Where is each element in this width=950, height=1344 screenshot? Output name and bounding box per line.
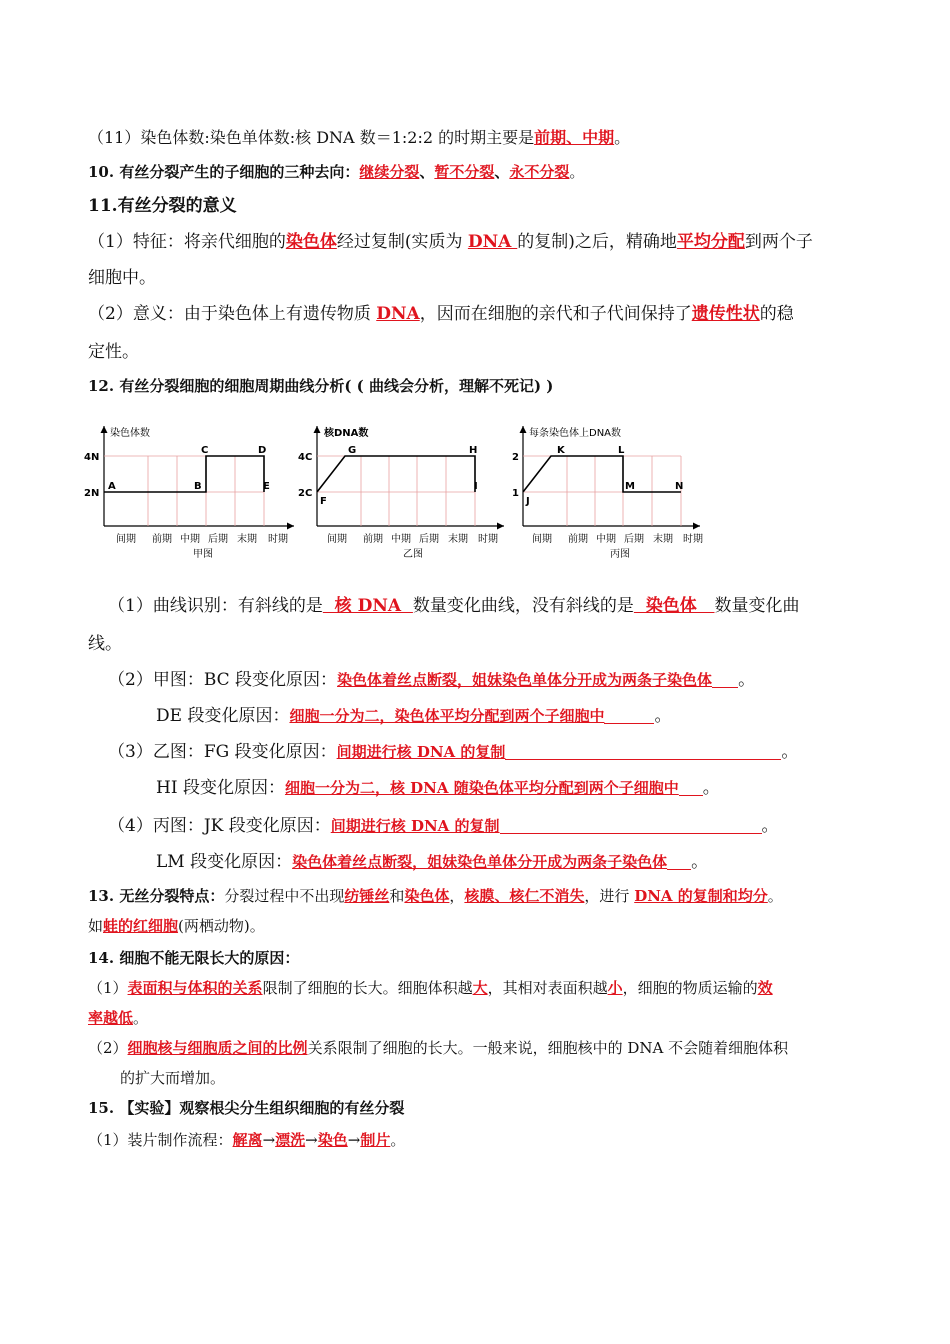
arrow: → bbox=[305, 1131, 318, 1149]
text: ，因而在细胞的亲代和子代间保持了 bbox=[419, 304, 692, 324]
text: LM 段变化原因： bbox=[156, 852, 293, 872]
text: 的复制)之后，精确地 bbox=[517, 232, 677, 252]
s14-line-2 bbox=[88, 1036, 788, 1060]
answer: 染色 bbox=[317, 1131, 348, 1149]
x-tick: 间期 bbox=[327, 534, 347, 545]
blank-line bbox=[500, 815, 762, 834]
answer: DNA bbox=[376, 304, 420, 324]
point-g: G bbox=[348, 445, 357, 456]
q2b-line bbox=[156, 704, 671, 728]
x-tick: 末期 bbox=[653, 534, 673, 545]
answer: 表面积与体积的关系 bbox=[127, 979, 263, 997]
y-axis-label: 染色体数 bbox=[110, 428, 150, 439]
x-tick: 前期 bbox=[568, 534, 588, 545]
answer: 继续分裂 bbox=[359, 163, 420, 181]
answer: 染色体着丝点断裂，姐妹染色单体分开成为两条子染色体 bbox=[292, 853, 668, 871]
punct: 。 bbox=[702, 778, 720, 798]
section-14-heading: 14. 细胞不能无限长大的原因： bbox=[88, 949, 300, 967]
s14-line-1-cont bbox=[88, 1006, 148, 1030]
q4-line bbox=[108, 814, 779, 838]
text: (两栖动物)。 bbox=[178, 917, 265, 935]
answer: 染色体 bbox=[633, 596, 715, 616]
point-f: F bbox=[320, 496, 327, 507]
text: （3）乙图：FG 段变化原因： bbox=[108, 742, 337, 762]
section-13-example bbox=[88, 914, 265, 938]
point-m: M bbox=[625, 481, 635, 492]
blank-line bbox=[667, 851, 691, 870]
q2-line bbox=[108, 668, 755, 692]
x-tick: 间期 bbox=[116, 534, 136, 545]
text: ， bbox=[449, 887, 465, 905]
point-k: K bbox=[557, 445, 565, 456]
text: 数量变化曲 bbox=[714, 596, 800, 616]
section-13 bbox=[88, 884, 783, 908]
answer: 染色体着丝点断裂，姐妹染色单体分开成为两条子染色体 bbox=[337, 671, 713, 689]
answer: 间期进行核 DNA 的复制 bbox=[336, 743, 506, 761]
answer: 大 bbox=[472, 979, 488, 997]
answer: 解离 bbox=[232, 1131, 263, 1149]
x-tick: 后期 bbox=[208, 534, 228, 545]
point-j: J bbox=[526, 496, 530, 507]
answer: 细胞核与细胞质之间的比例 bbox=[127, 1039, 308, 1057]
y-axis-label: 核DNA数 bbox=[324, 428, 369, 439]
text: 关系限制了细胞的长大。一般来说，细胞核中的 DNA 不会随着细胞体积 bbox=[307, 1039, 789, 1057]
chart-bing bbox=[512, 426, 703, 560]
x-tick: 前期 bbox=[152, 534, 172, 545]
blank-line bbox=[679, 777, 703, 796]
punct: 。 bbox=[691, 852, 709, 872]
s14-line-2-cont: 的扩大而增加。 bbox=[120, 1069, 226, 1087]
answer: 蛙的红细胞 bbox=[103, 917, 179, 935]
q4b-line bbox=[156, 850, 708, 874]
section-15-heading: 15. 【实验】观察根尖分生组织细胞的有丝分裂 bbox=[88, 1099, 405, 1117]
text: （4）丙图：JK 段变化原因： bbox=[108, 816, 331, 836]
answer: 小 bbox=[607, 979, 623, 997]
point-d: D bbox=[258, 445, 267, 456]
arrow: → bbox=[262, 1131, 276, 1149]
punct: 。 bbox=[781, 742, 799, 762]
x-axis-label: 时期 bbox=[268, 534, 288, 545]
section-heading: 13. 无丝分裂特点： bbox=[88, 887, 225, 905]
x-axis-label: 时期 bbox=[683, 534, 703, 545]
section-11-heading: 11.有丝分裂的意义 bbox=[88, 196, 237, 216]
x-tick: 后期 bbox=[624, 534, 644, 545]
text: （2）甲图：BC 段变化原因： bbox=[108, 670, 338, 690]
answer: 平均分配 bbox=[676, 232, 745, 252]
section-heading: 10. 有丝分裂产生的子细胞的三种去向： bbox=[88, 163, 360, 181]
answer: 效 bbox=[757, 979, 773, 997]
s14-line-1 bbox=[88, 976, 773, 1000]
answer: DNA 的复制和均分 bbox=[634, 887, 768, 905]
text: ，其相对表面积越 bbox=[487, 979, 608, 997]
punct: 、 bbox=[494, 163, 510, 181]
text: HI 段变化原因： bbox=[156, 778, 285, 798]
x-tick: 中期 bbox=[391, 534, 411, 545]
text: 如 bbox=[88, 917, 104, 935]
question-text: （11）染色体数:染色单体数:核 DNA 数＝1:2:2 的时期主要是 bbox=[88, 128, 535, 147]
caption-jia: 甲图 bbox=[193, 549, 213, 560]
point-e: E bbox=[263, 481, 270, 492]
text: （1） bbox=[88, 979, 128, 997]
blank-line bbox=[505, 741, 781, 760]
q3-line bbox=[108, 740, 798, 764]
y-tick-lo: 1 bbox=[512, 488, 519, 499]
text: （2）意义：由于染色体上有遗传物质 bbox=[88, 304, 377, 324]
y-tick-hi: 2 bbox=[512, 452, 519, 463]
answer: 率越低 bbox=[88, 1009, 134, 1027]
caption-bing: 丙图 bbox=[610, 549, 630, 560]
punct: 。 bbox=[390, 1131, 406, 1149]
answer: 核膜、核仁不消失 bbox=[464, 887, 585, 905]
punct: 。 bbox=[761, 816, 779, 836]
answer: 核 DNA bbox=[322, 596, 413, 616]
answer: 细胞一分为二，核 DNA 随染色体平均分配到两个子细胞中 bbox=[284, 779, 679, 797]
point-h: H bbox=[469, 445, 478, 456]
x-tick: 中期 bbox=[596, 534, 616, 545]
punct: 。 bbox=[569, 163, 585, 181]
charts-svg bbox=[80, 420, 720, 565]
text: 的稳 bbox=[759, 304, 794, 324]
x-tick: 间期 bbox=[532, 534, 552, 545]
feature-line-cont: 细胞中。 bbox=[88, 268, 156, 288]
answer: 制片 bbox=[360, 1131, 391, 1149]
point-i: I bbox=[474, 481, 478, 492]
x-tick: 中期 bbox=[180, 534, 200, 545]
point-b: B bbox=[194, 481, 202, 492]
punct: 。 bbox=[767, 887, 783, 905]
text: ，进行 bbox=[584, 887, 635, 905]
caption-yi: 乙图 bbox=[403, 549, 423, 560]
answer: 漂洗 bbox=[275, 1131, 306, 1149]
blank-line bbox=[712, 669, 738, 688]
answer: 暂不分裂 bbox=[434, 163, 495, 181]
text: DE 段变化原因： bbox=[156, 706, 290, 726]
point-l: L bbox=[618, 445, 625, 456]
point-a: A bbox=[108, 481, 116, 492]
answer: 遗传性状 bbox=[691, 304, 760, 324]
x-tick: 前期 bbox=[363, 534, 383, 545]
answer: 永不分裂 bbox=[509, 163, 570, 181]
arrow: → bbox=[347, 1131, 361, 1149]
text: ，细胞的物质运输的 bbox=[622, 979, 758, 997]
punct: 。 bbox=[614, 128, 631, 147]
feature-line bbox=[88, 230, 813, 254]
x-tick: 末期 bbox=[237, 534, 257, 545]
punct: 。 bbox=[654, 706, 672, 726]
section-12-heading: 12. 有丝分裂细胞的细胞周期曲线分析( ( 曲线会分析，理解不死记) ) bbox=[88, 377, 554, 395]
text: 经过复制(实质为 bbox=[336, 232, 468, 252]
answer: 染色体 bbox=[285, 232, 337, 252]
y-tick-lo: 2N bbox=[84, 488, 100, 499]
text: （1）特征：将亲代细胞的 bbox=[88, 232, 286, 252]
answer: 细胞一分为二，染色体平均分配到两个子细胞中 bbox=[289, 707, 605, 725]
answer: 染色体 bbox=[404, 887, 450, 905]
text: 限制了细胞的长大。细胞体积越 bbox=[262, 979, 473, 997]
x-tick: 后期 bbox=[419, 534, 439, 545]
text: （1）装片制作流程： bbox=[88, 1131, 233, 1149]
answer: 间期进行核 DNA 的复制 bbox=[330, 817, 500, 835]
answer: DNA bbox=[467, 232, 518, 252]
y-axis-label: 每条染色体上DNA数 bbox=[529, 428, 622, 439]
point-c: C bbox=[201, 445, 209, 456]
text: 到两个子 bbox=[744, 232, 813, 252]
text: 数量变化曲线，没有斜线的是 bbox=[412, 596, 634, 616]
q1-line-cont: 线。 bbox=[88, 634, 122, 654]
punct: 。 bbox=[738, 670, 756, 690]
section-10 bbox=[88, 160, 584, 184]
y-tick-hi: 4N bbox=[84, 452, 100, 463]
cell-cycle-curves bbox=[80, 420, 720, 565]
meaning-line bbox=[88, 302, 794, 326]
meaning-line-cont: 定性。 bbox=[88, 342, 139, 362]
y-tick-hi: 4C bbox=[298, 452, 313, 463]
text-line-11 bbox=[88, 126, 630, 150]
text: （2） bbox=[88, 1039, 128, 1057]
text: 分裂过程中不出现 bbox=[224, 887, 345, 905]
x-tick: 末期 bbox=[448, 534, 468, 545]
chart-jia bbox=[84, 426, 294, 560]
q3b-line bbox=[156, 776, 720, 800]
y-tick-lo: 2C bbox=[298, 488, 313, 499]
text: 和 bbox=[389, 887, 405, 905]
punct: 、 bbox=[419, 163, 435, 181]
point-n: N bbox=[675, 481, 684, 492]
x-axis-label: 时期 bbox=[478, 534, 498, 545]
blank-line bbox=[604, 705, 654, 724]
answer: 纺锤丝 bbox=[344, 887, 390, 905]
q1-line bbox=[108, 594, 800, 618]
punct: 。 bbox=[133, 1009, 149, 1027]
answer: 前期、中期 bbox=[534, 128, 615, 147]
text: （1）曲线识别：有斜线的是 bbox=[108, 596, 323, 616]
s15-line-1 bbox=[88, 1128, 405, 1152]
chart-yi bbox=[298, 426, 504, 560]
